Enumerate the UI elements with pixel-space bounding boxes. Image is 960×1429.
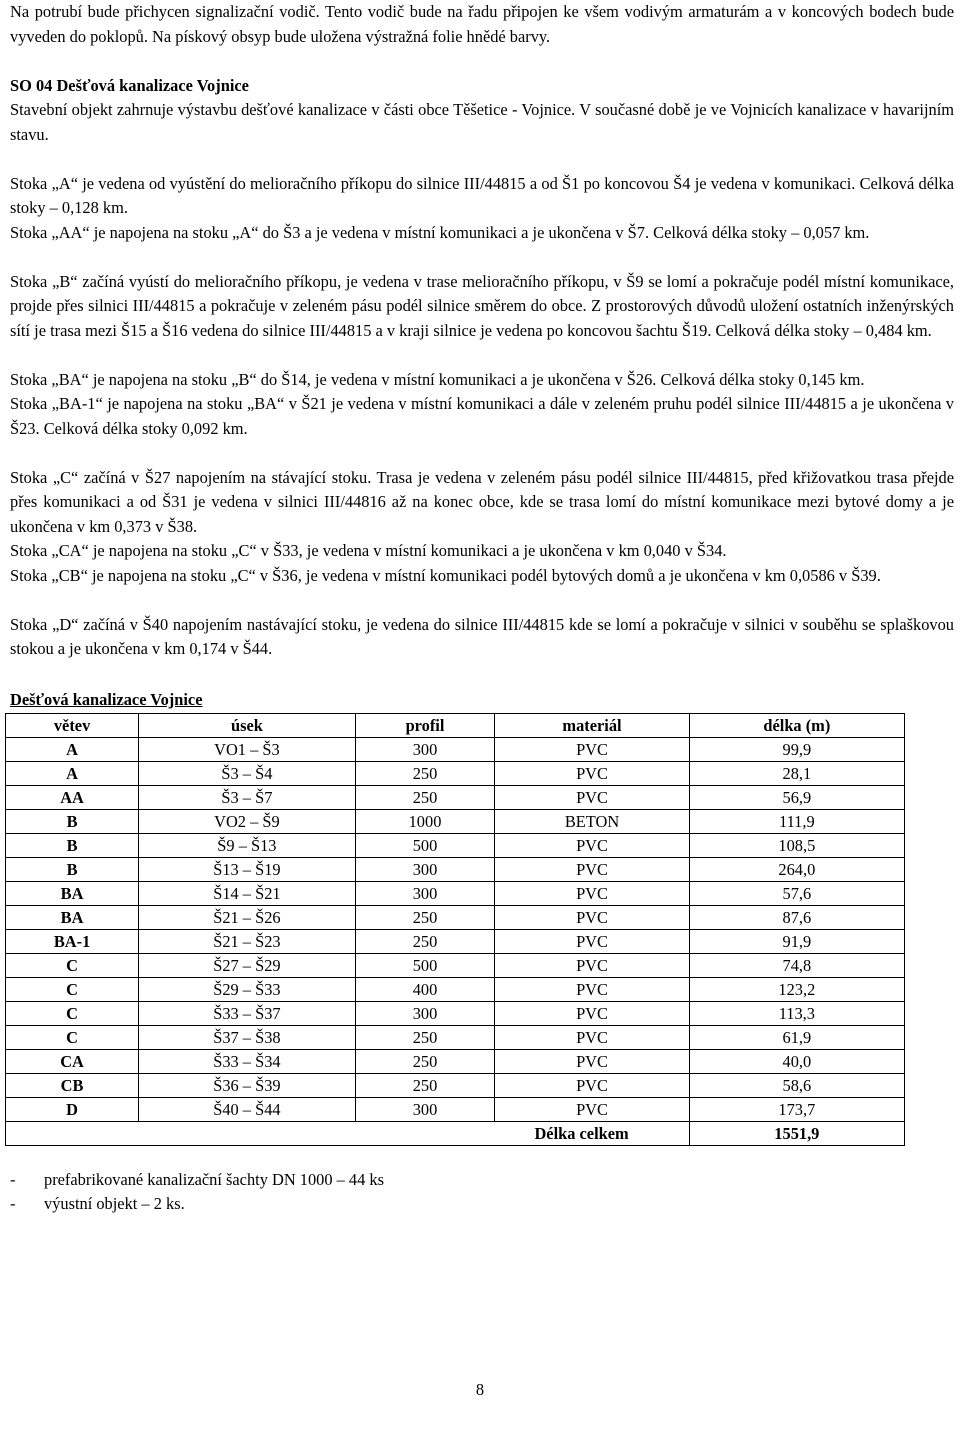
cell-delka: 74,8	[689, 953, 904, 977]
cell-material: PVC	[495, 977, 689, 1001]
table-row	[6, 953, 905, 977]
section-heading: SO 04 Dešťová kanalizace Vojnice	[10, 75, 249, 95]
cell-material: BETON	[495, 809, 689, 833]
table-row	[6, 977, 905, 1001]
cell-usek: VO1 – Š3	[139, 737, 356, 761]
cell-vetev: C	[6, 977, 139, 1001]
cell-material: PVC	[495, 785, 689, 809]
cell-delka: 57,6	[689, 881, 904, 905]
table-title: Dešťová kanalizace Vojnice	[10, 690, 203, 709]
cell-material: PVC	[495, 833, 689, 857]
table-row	[6, 737, 905, 761]
table-row	[6, 1001, 905, 1025]
cell-profil: 250	[355, 761, 495, 785]
cell-vetev: C	[6, 953, 139, 977]
total-value: 1551,9	[689, 1121, 904, 1145]
total-label: Délka celkem	[6, 1121, 690, 1145]
table-row	[6, 1073, 905, 1097]
cell-material: PVC	[495, 953, 689, 977]
cell-vetev: A	[6, 761, 139, 785]
notes-list	[10, 1168, 954, 1217]
cell-profil: 250	[355, 929, 495, 953]
cell-profil: 500	[355, 953, 495, 977]
cell-delka: 111,9	[689, 809, 904, 833]
cell-usek: Š33 – Š34	[139, 1049, 356, 1073]
cell-vetev: CB	[6, 1073, 139, 1097]
cell-usek: Š21 – Š23	[139, 929, 356, 953]
paragraph-stoka-b: Stoka „B“ začíná vyústí do melioračního příkopu, je vedena v trase melioračního příkopu, v Š9 se lomí a pokračuje podél místní komunikace, projde přes silnici III/44815 a pokračuje v zeleném pásu podél silnice směrem do obce. Z prostorových důvodů uložení ostatních inženýrských sítí je trasa mezi Š15 a Š16 vedena do silnice III/44815 a v kraji silnice je vedena po koncovou šachtu Š19. Celková délka stoky – 0,484 km.	[10, 271, 954, 340]
cell-vetev: A	[6, 737, 139, 761]
cell-usek: Š3 – Š7	[139, 785, 356, 809]
table-row	[6, 857, 905, 881]
cell-material: PVC	[495, 1025, 689, 1049]
table-body	[6, 737, 905, 1121]
table-row	[6, 809, 905, 833]
cell-usek: Š33 – Š37	[139, 1001, 356, 1025]
cell-profil: 250	[355, 1025, 495, 1049]
table-header-row	[6, 713, 905, 737]
cell-profil: 300	[355, 881, 495, 905]
cell-delka: 61,9	[689, 1025, 904, 1049]
cell-usek: Š37 – Š38	[139, 1025, 356, 1049]
cell-delka: 264,0	[689, 857, 904, 881]
cell-profil: 250	[355, 1073, 495, 1097]
cell-vetev: B	[6, 833, 139, 857]
cell-material: PVC	[495, 1001, 689, 1025]
cell-vetev: BA	[6, 905, 139, 929]
table-row	[6, 785, 905, 809]
cell-profil: 400	[355, 977, 495, 1001]
cell-material: PVC	[495, 1097, 689, 1121]
header-vetev: větev	[6, 713, 139, 737]
table-row	[6, 929, 905, 953]
cell-profil: 300	[355, 1097, 495, 1121]
table-row	[6, 905, 905, 929]
header-delka: délka (m)	[689, 713, 904, 737]
cell-usek: Š21 – Š26	[139, 905, 356, 929]
cell-vetev: B	[6, 857, 139, 881]
cell-profil: 250	[355, 785, 495, 809]
cell-material: PVC	[495, 857, 689, 881]
sewer-table	[5, 713, 905, 1146]
cell-usek: Š40 – Š44	[139, 1097, 356, 1121]
cell-vetev: BA	[6, 881, 139, 905]
paragraph-stoka-ba1: Stoka „BA-1“ je napojena na stoku „BA“ v Š21 je vedena v místní komunikaci a dále v zeleném pruhu podél silnice III/44815 a je ukončena v Š23. Celková délka stoky 0,092 km.	[10, 394, 954, 438]
cell-delka: 87,6	[689, 905, 904, 929]
cell-vetev: D	[6, 1097, 139, 1121]
cell-usek: Š14 – Š21	[139, 881, 356, 905]
cell-delka: 40,0	[689, 1049, 904, 1073]
cell-vetev: C	[6, 1001, 139, 1025]
cell-usek: VO2 – Š9	[139, 809, 356, 833]
paragraph-stoka-ba: Stoka „BA“ je napojena na stoku „B“ do Š14, je vedena v místní komunikaci a je ukončena v Š26. Celková délka stoky 0,145 km.	[10, 369, 865, 389]
header-profil: profil	[355, 713, 495, 737]
cell-delka: 113,3	[689, 1001, 904, 1025]
header-usek: úsek	[139, 713, 356, 737]
cell-usek: Š36 – Š39	[139, 1073, 356, 1097]
cell-material: PVC	[495, 905, 689, 929]
paragraph-stoka-a: Stoka „A“ je vedena od vyústění do melioračního příkopu do silnice III/44815 a od Š1 po koncovou Š4 je vedena v komunikaci. Celková délka stoky – 0,128 km.	[10, 173, 954, 217]
cell-material: PVC	[495, 737, 689, 761]
cell-profil: 250	[355, 1049, 495, 1073]
cell-delka: 91,9	[689, 929, 904, 953]
cell-delka: 56,9	[689, 785, 904, 809]
header-material: materiál	[495, 713, 689, 737]
cell-material: PVC	[495, 1049, 689, 1073]
paragraph-stoka-aa: Stoka „AA“ je napojena na stoku „A“ do Š3 a je vedena v místní komunikaci a je ukončena v Š7. Celková délka stoky – 0,057 km.	[10, 222, 870, 242]
table-row	[6, 833, 905, 857]
cell-material: PVC	[495, 761, 689, 785]
intro-paragraph: Na potrubí bude přichycen signalizační vodič. Tento vodič bude na řadu připojen ke všem vodivým armaturám a v koncových bodech bude vyveden do poklopů. Na pískový obsyp bude uložena výstražná folie hnědé barvy.	[10, 2, 954, 46]
cell-vetev: B	[6, 809, 139, 833]
cell-delka: 58,6	[689, 1073, 904, 1097]
cell-usek: Š29 – Š33	[139, 977, 356, 1001]
cell-material: PVC	[495, 881, 689, 905]
table-row	[6, 1049, 905, 1073]
note-item: - výustní objekt – 2 ks.	[10, 1192, 954, 1217]
cell-profil: 300	[355, 737, 495, 761]
cell-material: PVC	[495, 1073, 689, 1097]
section-description: Stavební objekt zahrnuje výstavbu dešťové kanalizace v části obce Těšetice - Vojnice. V současné době je ve Vojnicích kanalizace v havarijním stavu.	[10, 100, 954, 144]
cell-usek: Š3 – Š4	[139, 761, 356, 785]
table-row	[6, 1097, 905, 1121]
cell-delka: 123,2	[689, 977, 904, 1001]
cell-usek: Š9 – Š13	[139, 833, 356, 857]
cell-vetev: BA-1	[6, 929, 139, 953]
table-total-row	[6, 1121, 905, 1145]
table-row	[6, 881, 905, 905]
paragraph-stoka-d: Stoka „D“ začíná v Š40 napojením nastávající stoku, je vedena do silnice III/44815 kde se lomí a pokračuje v silnici v souběhu se splaškovou stokou a je ukončena v km 0,174 v Š44.	[10, 614, 954, 658]
paragraph-stoka-c: Stoka „C“ začíná v Š27 napojením na stávající stoku. Trasa je vedena v zeleném pásu podél silnice III/44815, před křižovatkou trasa přejde přes komunikaci a od Š31 je vedena v silnici III/44816 až na konec obce, kde se trasa lomí do místní komunikace mezi bytové domy a je ukončena v km 0,373 v Š38.	[10, 467, 954, 536]
cell-usek: Š13 – Š19	[139, 857, 356, 881]
page-number: 8	[475, 1380, 485, 1399]
document-page	[10, 0, 954, 1217]
cell-vetev: AA	[6, 785, 139, 809]
note-item: - prefabrikované kanalizační šachty DN 1000 – 44 ks	[10, 1168, 954, 1193]
cell-material: PVC	[495, 929, 689, 953]
cell-profil: 250	[355, 905, 495, 929]
cell-vetev: C	[6, 1025, 139, 1049]
table-row	[6, 1025, 905, 1049]
cell-delka: 99,9	[689, 737, 904, 761]
cell-profil: 300	[355, 857, 495, 881]
cell-delka: 28,1	[689, 761, 904, 785]
cell-profil: 500	[355, 833, 495, 857]
table-row	[6, 761, 905, 785]
cell-profil: 1000	[355, 809, 495, 833]
paragraph-stoka-ca: Stoka „CA“ je napojena na stoku „C“ v Š33, je vedena v místní komunikaci a je ukončena v km 0,040 v Š34.	[10, 541, 727, 560]
cell-profil: 300	[355, 1001, 495, 1025]
cell-vetev: CA	[6, 1049, 139, 1073]
paragraph-stoka-cb: Stoka „CB“ je napojena na stoku „C“ v Š36, je vedena v místní komunikaci podél bytových domů a je ukončena v km 0,0586 v Š39.	[10, 565, 881, 585]
cell-delka: 108,5	[689, 833, 904, 857]
cell-usek: Š27 – Š29	[139, 953, 356, 977]
cell-delka: 173,7	[689, 1097, 904, 1121]
